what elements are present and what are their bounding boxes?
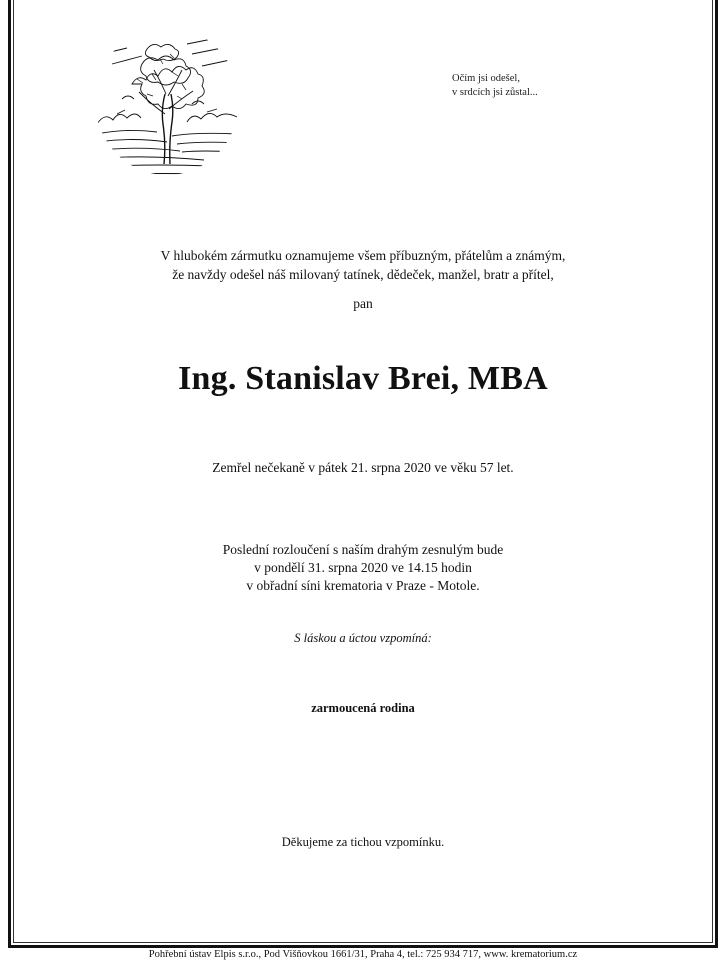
- intro-paragraph: [0, 246, 726, 284]
- motto-line-1: Očím jsi odešel,: [452, 73, 520, 84]
- farewell-line-1: Poslední rozloučení s naším drahým zesnulým bude: [222, 542, 504, 557]
- thanks-line: Děkujeme za tichou vzpomínku.: [281, 835, 445, 849]
- remembrance-line: S láskou a úctou vzpomíná:: [294, 631, 432, 645]
- intro-line-1: V hlubokém zármutku oznamujeme všem příbuzným, přátelům a známým,: [160, 248, 566, 263]
- farewell-line-2: v pondělí 31. srpna 2020 ve 14.15 hodin: [254, 560, 472, 575]
- family-signature: zarmoucená rodina: [311, 701, 415, 715]
- deceased-name: Ing. Stanislav Brei, MBA: [178, 360, 548, 397]
- farewell-paragraph: [0, 541, 726, 595]
- motto-line-2: v srdcích jsi zůstal...: [452, 87, 538, 98]
- farewell-line-3: v obřadní síni krematoria v Praze - Motole.: [246, 578, 480, 593]
- epitaph-motto: [452, 72, 538, 100]
- tree-landscape-icon: [92, 24, 242, 179]
- death-notice: Zemřel nečekaně v pátek 21. srpna 2020 ve věku 57 let.: [212, 460, 514, 475]
- intro-line-2: že navždy odešel náš milovaný tatínek, dědeček, manžel, bratr a přítel,: [172, 267, 554, 282]
- salutation: pan: [353, 296, 373, 311]
- funeral-home-footer: Pohřební ústav Elpis s.r.o., Pod Višňovkou 1661/31, Praha 4, tel.: 725 934 717, www. krematorium.cz: [148, 949, 578, 960]
